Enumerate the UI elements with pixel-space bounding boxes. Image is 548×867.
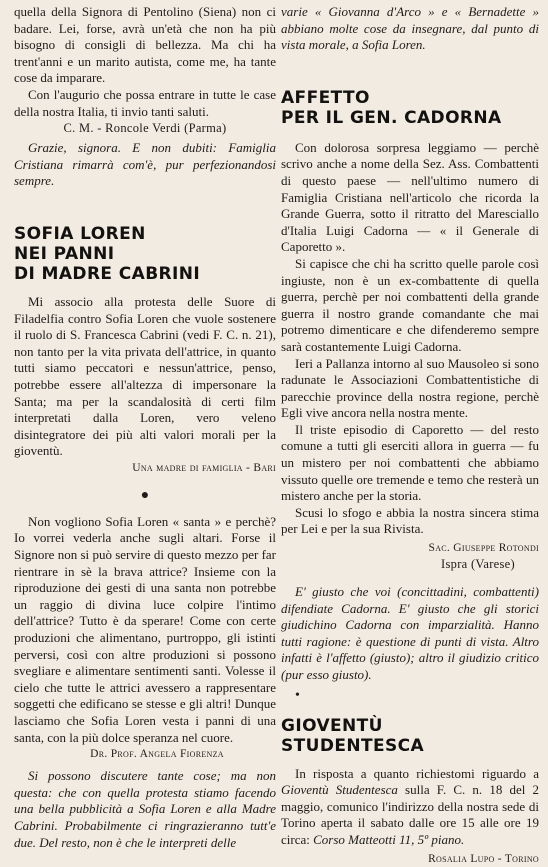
letter-signature: Dr. Prof. Angela Fiorenza [90, 748, 224, 761]
letter-signature: Una madre di famiglia - Bari [132, 461, 276, 474]
letter-signature: C. M. - Roncole Verdi (Parma) [63, 121, 227, 136]
editor-reply: Grazie, signora. E non dubiti: Famiglia Cristiana rimarrà com'è, pur perfezionandosi sempre. [14, 140, 276, 189]
letter-text: Ieri a Pallanza intorno al suo Mausoleo si sono radunate le Associazioni Combattentistiche di parecchie province della nostra regione, perchè Egli vive ancora nella nostra mente. [281, 355, 539, 421]
letter-text: Scusi lo sfogo e abbia la nostra sincera stima per Lei e per la sua Rivista. [281, 504, 539, 537]
letter-signature-name: Sac. Giuseppe Rotondi [428, 542, 539, 555]
letter-closing-text: Con l'augurio che possa entrare in tutte le case della nostra Italia, ti invio tanti saluti. [14, 86, 276, 119]
section-bullet: ● [140, 487, 150, 503]
letter-text: In risposta a quanto richiestomi riguardo a Gioventù Studentesca sulla F. C. n. 18 del 2 maggio, comunico l'indirizzo della nostra sede di Torino aperta il sabato dalle ore 15 alle ore 19 circa: Corso Matteotti 11, 5º piano. [281, 765, 540, 847]
letter-text: Il triste episodio di Caporetto — del resto comune a tutti gli eserciti allora in guerra — fu un mistero per noi combattenti che abbiamo vissuto quelle ore tremende e temo che resterà un mistero anche per la storia. [281, 421, 539, 504]
article-heading-sofia-loren: SOFIA LOREN NEI PANNI DI MADRE CABRINI [14, 223, 201, 284]
section-bullet: • [295, 687, 300, 703]
editor-reply-continued: varie « Giovanna d'Arco » e « Bernadette » abbiano molte cose da insegnare, dal punto di vista morale, a Sofia Loren. [281, 4, 539, 53]
letter-signature: Rosalia Lupo - Torino [428, 852, 539, 865]
letter-text: Mi associo alla protesta delle Suore di Filadelfia contro Sofia Loren che vuole sostenere il ruolo di S. Francesca Cabrini (vedi F. C. n. 21), non tanto per la vita privata dell'attrice, in quanto tutti siamo peccatori e nessun'attrice, penso, potrebbe essere all'altezza di impersonare la Santa; ma per la scandalosità di certi film interpretati dalla Loren, vero veleno disintegratore dei più alti valori morali per la gioventù. [14, 293, 276, 459]
letter-text: Si capisce che chi ha scritto quelle parole così ingiuste, non è un ex-combattente di quella guerra, perchè per noi combattenti della grande guerra il nostro grande comandante che mai potremo dimenticare e che difenderemo sempre sarà costantemente Luigi Cadorna. [281, 255, 539, 354]
letter-signature-place: Ispra (Varese) [441, 557, 515, 572]
article-heading-cadorna: AFFETTO PER IL GEN. CADORNA [281, 87, 502, 128]
left-column [14, 0, 276, 851]
letter-text: Con dolorosa sorpresa leggiamo — perchè scrivo anche a nome della Sez. Ass. Combattenti di questo paese — nell'ultimo numero di Famiglia Cristiana nell'articolo che ricorda la Grande Guerra, sotto il ritratto del Maresciallo d'Italia Luigi Cadorna — « il Generale di Caporetto ». [281, 139, 539, 255]
article-heading-gioventu: GIOVENTÙ STUDENTESCA [281, 715, 425, 756]
editor-reply: Si possono discutere tante cose; ma non questa: che con quella protesta stiamo facendo una bella pubblicità a Sofia Loren e alla Madre Cabrini. Probabilmente ci ringrazieranno tutt'e due. Del resto, non è che le interpreti delle [14, 768, 276, 850]
editor-reply: E' giusto che voi (concittadini, combattenti) difendiate Cadorna. E' giusto che gli storici giudichino Cadorna con imparzialità. Hanno tutti ragione: è questione di punti di vista. Altro infatti è l'affetto (giusto); altro il giudizio critico (pur esso giusto). [281, 584, 539, 682]
right-column [281, 0, 539, 867]
letter-text: Non vogliono Sofia Loren « santa » e perchè? Io vorrei vederla anche sugli altari. Forse il Signore non si può servire di questo mezzo per far rientrare in sè la brava attrice? Insieme con la riproduzione dei gesti di una santa non potrebbe un raggio di divina luce colpire l'intimo dell'attrice? Tutto è da sperare! Come con certe produzioni che alimentano, purtroppo, gli istinti perversi, così con altre produzioni si possono svegliare e alimentare sentimenti santi. Volesse il cielo che tutte le attrici avessero a rappresentare soggetti che edificano se stesse e gli altri! Dunque lasciamo che Sofia Loren vesta i panni di una santa, con la più dolce speranza nel cuore. [14, 513, 276, 745]
letter-intro-text: quella della Signora di Pentolino (Siena) non ci badare. Lei, forse, avrà un'età che non ha più bisogno di consigli di bellezza. Ma chi ha trent'anni e un marito autista, come me, ha tante cose da imparare. [14, 4, 276, 86]
